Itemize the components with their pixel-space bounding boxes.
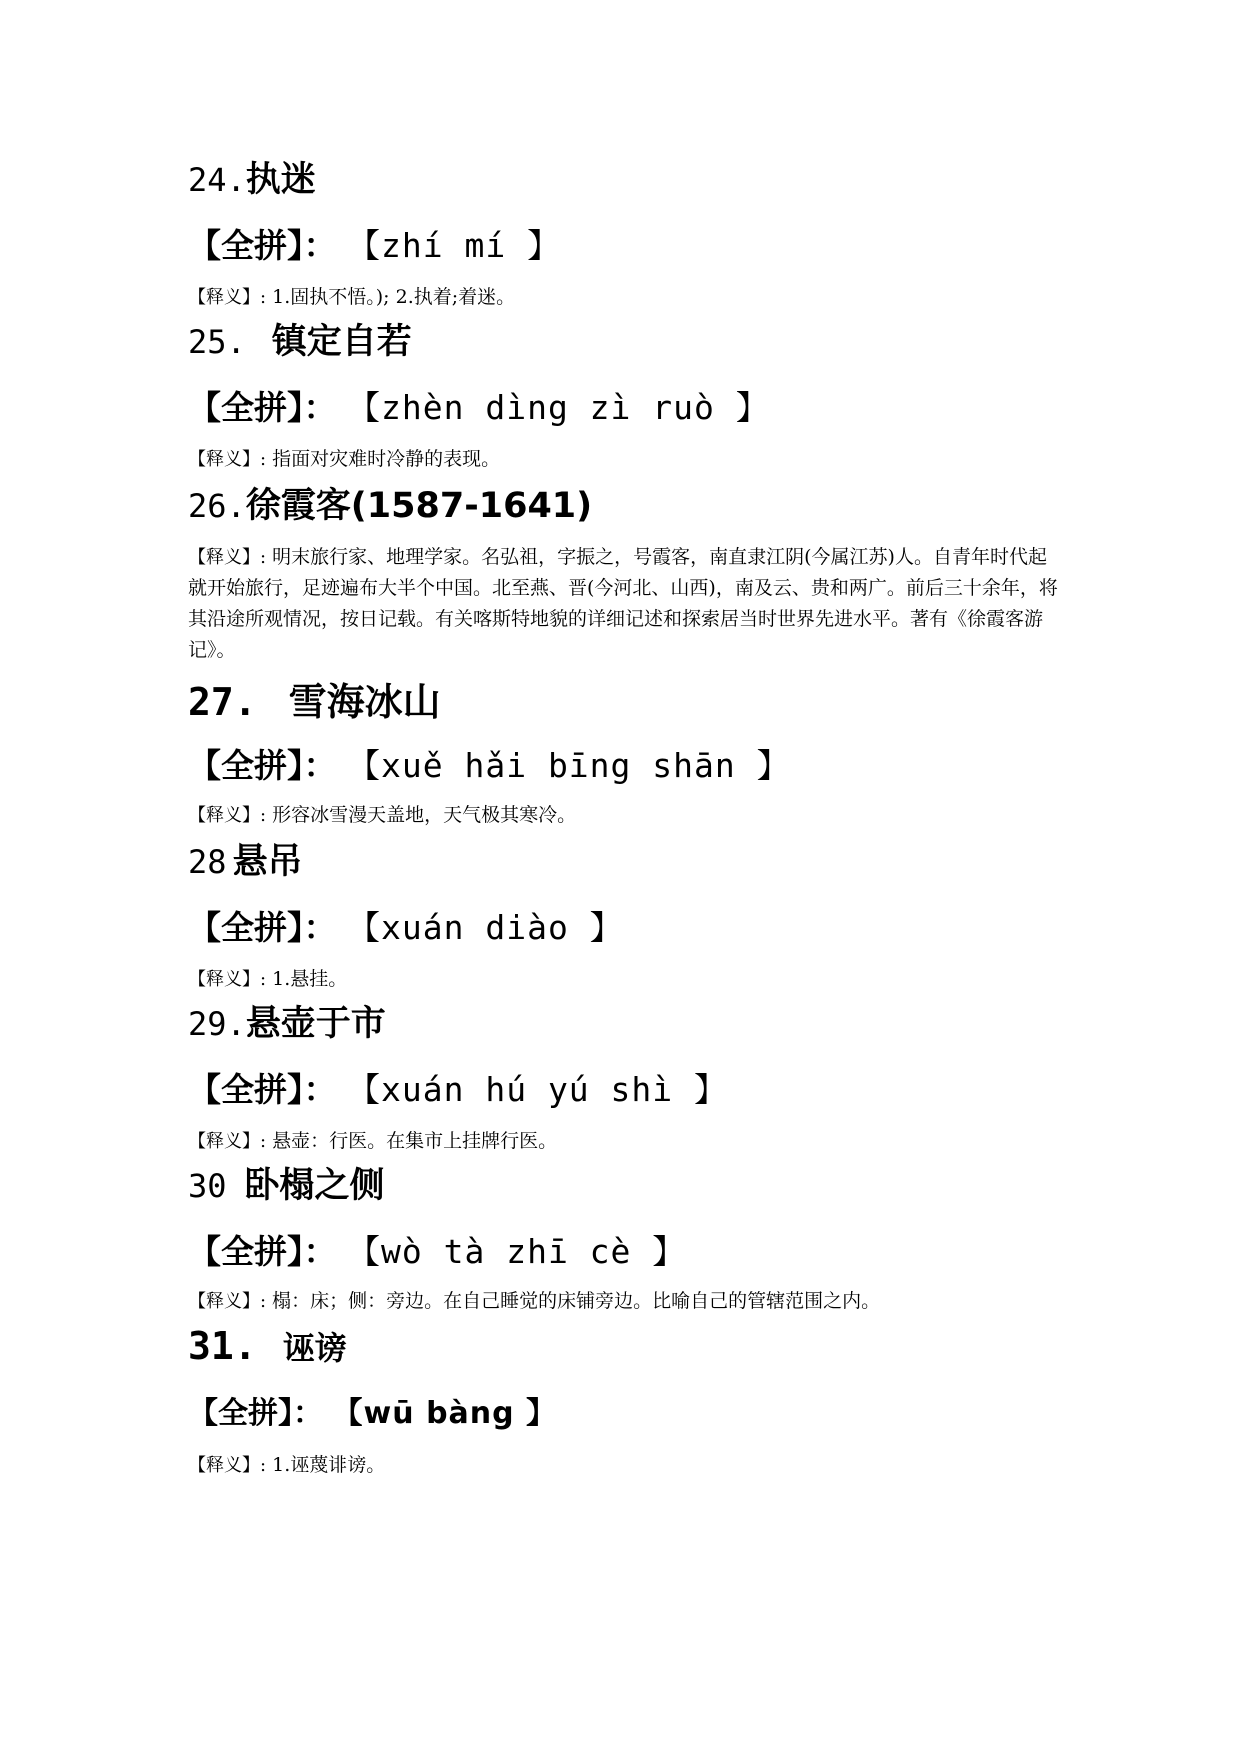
entry-definition-24 — [188, 282, 1058, 313]
definition-label: 【释义】: — [188, 1131, 267, 1152]
definition-text: 悬壶：行医。在集市上挂牌行医。 — [266, 1130, 558, 1152]
pinyin-label: 【全拼】： — [188, 1070, 337, 1109]
entry-pinyin-31 — [188, 1392, 557, 1436]
entry-number: 29. — [188, 1005, 246, 1043]
definition-text: 1.悬挂。 — [266, 968, 348, 990]
pinyin-value: 【xuán diào 】 — [347, 908, 624, 947]
definition-label: 【释义】: — [188, 287, 267, 308]
entry-term: 徐霞客(1587-1641) — [245, 486, 593, 526]
pinyin-label: 【全拼】： — [188, 226, 337, 265]
pinyin-value: 【xuě hǎi bīng shān 】 — [347, 746, 791, 785]
definition-text: 形容冰雪漫天盖地，天气极其寒冷。 — [266, 804, 577, 826]
pinyin-label: 【全拼】： — [188, 746, 337, 785]
definition-text: 榻：床；侧：旁边。在自己睡觉的床铺旁边。比喻自己的管辖范围之内。 — [266, 1290, 881, 1312]
entry-number: 31. — [188, 1324, 257, 1368]
entry-definition-29 — [188, 1126, 1058, 1157]
entry-number: 27. — [188, 680, 257, 724]
entry-title-26 — [188, 484, 592, 528]
entry-title-27 — [188, 680, 441, 724]
definition-label: 【释义】: — [188, 449, 267, 470]
pinyin-label: 【全拼】： — [188, 1232, 337, 1271]
entry-number: 25. — [188, 323, 246, 361]
entry-term: 悬吊 — [232, 842, 303, 882]
entry-term: 雪海冰山 — [288, 680, 441, 724]
definition-label: 【释义】: — [188, 969, 267, 990]
definition-text: 指面对灾难时冷静的表现。 — [266, 448, 501, 470]
entry-term: 卧榻之侧 — [244, 1166, 385, 1206]
definition-text: 明末旅行家、地理学家。名弘祖，字振之，号霞客，南直隶江阴(今属江苏)人。自青年时代起就开始旅行，足迹遍布大半个中国。北至燕、晋(今河北、山西)，南及云、贵和两广。前后三十余年，将其沿途所观情况，按日记载。有关喀斯特地貌的详细记述和探索居当时世界先进水平。著有《徐霞客游记》。 — [188, 546, 1058, 661]
entry-title-30 — [188, 1164, 385, 1208]
entry-term: 执迷 — [245, 160, 316, 200]
pinyin-value: 【wū bàng 】 — [332, 1396, 558, 1431]
pinyin-label: 【全拼】： — [188, 1396, 323, 1431]
entry-definition-31 — [188, 1450, 1058, 1481]
definition-label: 【释义】: — [188, 1291, 267, 1312]
entry-number: 30 — [188, 1167, 227, 1205]
pinyin-label: 【全拼】： — [188, 388, 337, 427]
definition-text: 1.固执不悟。); 2.执着;着迷。 — [266, 286, 516, 308]
entry-pinyin-30 — [188, 1230, 686, 1274]
entry-definition-26 — [188, 542, 1058, 666]
pinyin-value: 【zhèn dìng zì ruò 】 — [347, 388, 770, 427]
entry-pinyin-24 — [188, 224, 561, 268]
entry-definition-25 — [188, 444, 1058, 475]
definition-label: 【释义】: — [188, 1455, 267, 1476]
definition-text: 1.诬蔑诽谤。 — [266, 1454, 386, 1476]
pinyin-value: 【zhí mí 】 — [347, 226, 562, 265]
pinyin-value: 【wò tà zhī cè 】 — [347, 1232, 687, 1271]
pinyin-label: 【全拼】： — [188, 908, 337, 947]
entry-title-31 — [188, 1324, 347, 1370]
entry-title-25 — [188, 320, 412, 364]
entry-title-28 — [188, 840, 303, 884]
entry-definition-28 — [188, 964, 1058, 995]
entry-term: 悬壶于市 — [245, 1004, 386, 1044]
entry-title-29 — [188, 1002, 386, 1046]
definition-label: 【释义】: — [188, 805, 267, 826]
pinyin-value: 【xuán hú yú shì 】 — [347, 1070, 729, 1109]
entry-number: 24. — [188, 161, 246, 199]
entry-definition-30 — [188, 1286, 1058, 1317]
entry-pinyin-27 — [188, 744, 791, 788]
entry-term: 镇定自若 — [271, 322, 412, 362]
entry-number: 28 — [188, 843, 227, 881]
entry-pinyin-29 — [188, 1068, 728, 1112]
entry-title-24 — [188, 158, 316, 202]
entry-term: 诬谤 — [282, 1329, 347, 1367]
definition-label: 【释义】: — [188, 547, 267, 568]
entry-definition-27 — [188, 800, 1058, 831]
entry-pinyin-28 — [188, 906, 624, 950]
entry-pinyin-25 — [188, 386, 770, 430]
entry-number: 26. — [188, 487, 246, 525]
